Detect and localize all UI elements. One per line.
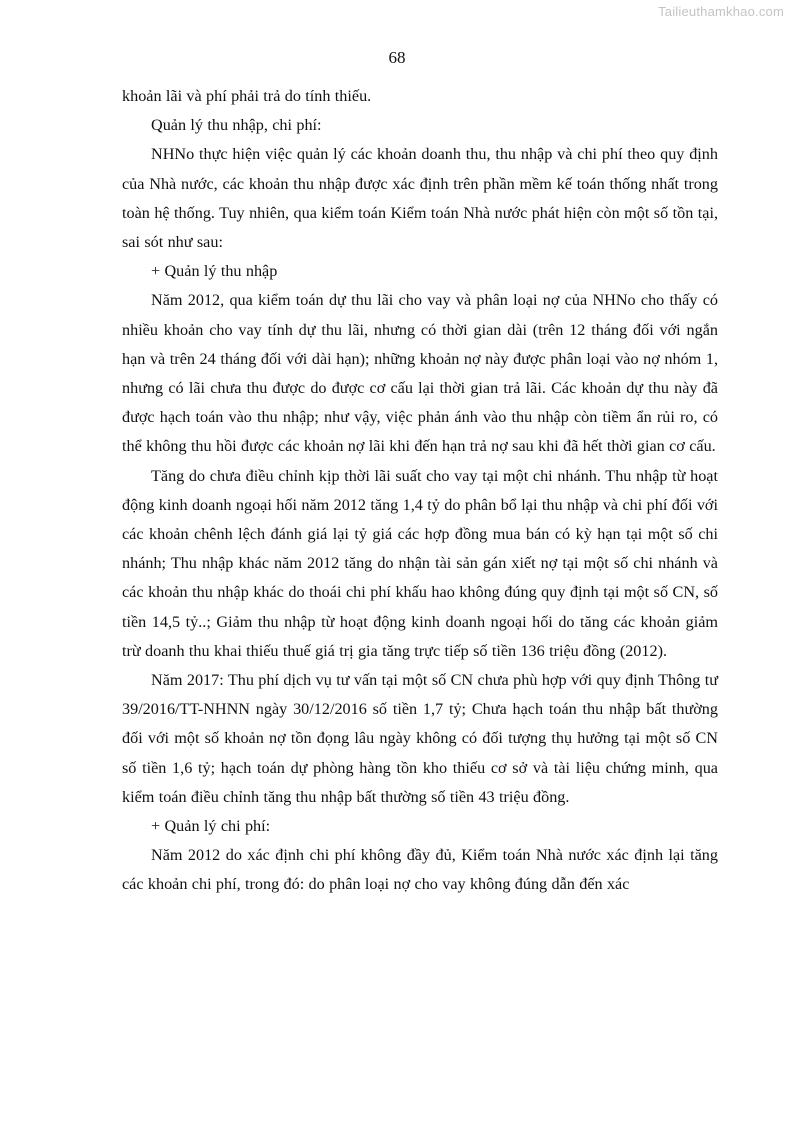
paragraph: Năm 2017: Thu phí dịch vụ tư vấn tại một số CN chưa phù hợp với quy định Thông tư 39/2016/TT-NHNN ngày 30/12/2016 số tiền 1,7 tỷ; Chưa hạch toán thu nhập bất thường đối với một số khoản nợ tồn đọng lâu ngày không có đối tượng thụ hưởng tại một số CN số tiền 1,6 tỷ; hạch toán dự phòng hàng tồn kho thiếu cơ sở và tài liệu chứng minh, qua kiểm toán điều chỉnh tăng thu nhập bất thường số tiền 43 triệu đồng. <box>122 671 718 806</box>
page-number: 68 <box>388 48 406 67</box>
paragraph: Năm 2012, qua kiểm toán dự thu lãi cho vay và phân loại nợ của NHNo cho thấy có nhiều khoản cho vay tính dự thu lãi, nhưng có thời gian dài (trên 12 tháng đối với ngắn hạn và trên 24 tháng đối với dài hạn); những khoản nợ này được phân loại vào nợ nhóm 1, nhưng có lãi chưa thu được do được cơ cấu lại thời gian trả lãi. Các khoản dự thu này đã được hạch toán vào thu nhập; như vậy, việc phản ánh vào thu nhập còn tiềm ẩn rủi ro, có thể không thu hồi được các khoản nợ lãi khi đến hạn trả nợ sau khi đã hết thời gian cơ cấu. <box>122 291 718 456</box>
paragraph: khoản lãi và phí phải trả do tính thiếu. <box>122 87 372 105</box>
subsection-heading: + Quản lý chi phí: <box>151 817 271 836</box>
paragraph: Tăng do chưa điều chỉnh kịp thời lãi suất cho vay tại một chi nhánh. Thu nhập từ hoạt động kinh doanh ngoại hối năm 2012 tăng 1,4 tỷ do phân bổ lại thu nhập và chi phí đối với các khoản chênh lệch đánh giá lại tỷ giá các hợp đồng mua bán có kỳ hạn tại một số chi nhánh; Thu nhập khác năm 2012 tăng do nhận tài sản gán xiết nợ tại một số chi nhánh và các khoản thu nhập khác do thoái chi phí khấu hao không đúng quy định tại một số CN, số tiền 14,5 tỷ..; Giảm thu nhập từ hoạt động kinh doanh ngoại hối do tăng các khoản giảm trừ doanh thu khai thiếu thuế giá trị gia tăng trực tiếp số tiền 136 triệu đồng (2012). <box>122 466 718 660</box>
document-body <box>122 82 718 900</box>
section-heading: Quản lý thu nhập, chi phí: <box>151 116 322 135</box>
subsection-heading: + Quản lý thu nhập <box>151 262 278 281</box>
paragraph: NHNo thực hiện việc quản lý các khoản doanh thu, thu nhập và chi phí theo quy định của Nhà nước, các khoản thu nhập được xác định trên phần mềm kế toán thống nhất trong toàn hệ thống. Tuy nhiên, qua kiểm toán Kiểm toán Nhà nước phát hiện còn một số tồn tại, sai sót như sau: <box>122 145 718 252</box>
watermark-text: Tailieuthamkhao.com <box>658 4 784 19</box>
paragraph: Năm 2012 do xác định chi phí không đầy đủ, Kiểm toán Nhà nước xác định lại tăng các khoản chi phí, trong đó: do phân loại nợ cho vay không đúng dẫn đến xác <box>122 846 718 894</box>
